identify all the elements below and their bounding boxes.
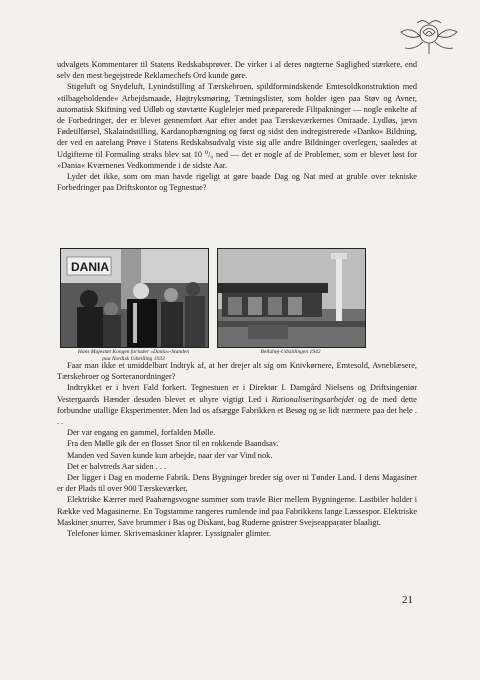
paragraph: Det er halvtreds Aar siden . . . (67, 461, 167, 471)
caption-right: Bellahøj-Udstillingen 1942 (260, 349, 321, 355)
paragraph: Faar man ikke et umiddelbart Indtryk af, at her drejer alt sig om Knivkørnere, Emtesold, Avneblæsere, Tærskebroer og Sorteranordninger? (57, 361, 417, 382)
page-number: 21 (402, 594, 413, 606)
paragraph: Lyder det ikke, som om man havde rigeligt at gøre baade Dag og Nat med at gruble over tekniske Forbedringer paa Driftskontor og Tegnestue? (57, 172, 417, 193)
caption-left-line2: paa Nordisk Udstilling 1933 (102, 356, 165, 362)
paragraph: Telefoner kimer. Skrivemaskiner klaprer. Lyssignaler glimter. (67, 529, 272, 539)
top-text-block (57, 59, 417, 193)
photo-king-at-stand (60, 248, 209, 348)
paragraph: Stigeluft og Snydeluft, Lynindstilling af Tærskebroen, spildformindskende Emtesoldkonstruktion med »tilbageholdende« Arbejdsmaade, Højtryksmøring, Tætningslister, som holder igen paa Støv og Avner, automatisk Skiftning ved Udløb og støvtætte Kuglelejer med præparerede Filtpakninger — nogle enkelte af de Forbedringer, der er blevet gennemført Aar efter andet paa Tærskeværkernes Omraade. Lydløs, jævn Fødetilførsel, Skalaindstilling, Kardanophængning og først og sidst den indregistrerede »Danko« Bildning, der ved en aarelang Prøve i Statens Redskabsudvalg viste sig alle andre Bildninger overlegen, saaledes at Udgifterne til Formaling straks blev sat 10 ⁰/₀ ned — det er nogle af de Problemer, som er blevet løst for »Dania« Kværnenes Vedkommende i de sidste Aar. (57, 82, 417, 170)
caption-left-line1: Hans Majestæt Kongen forlader »Dania«-Standen (77, 349, 190, 355)
italic-phrase: Rationaliseringsarbejdet (271, 394, 355, 404)
photo-bellahoj-exhibition (217, 248, 366, 348)
dania-sign-text: DANIA (71, 260, 109, 274)
rose-ornament-icon (393, 14, 465, 58)
paragraph: udvalgets Kommentarer til Statens Redskabsprøver. De virker i al deres nøgterne Saglighed stærkere, end selv den mest begejstrede Reklamechefs Ord kunde gøre. (57, 60, 417, 81)
photo-exhibition-illustration (218, 249, 365, 347)
photo-row (60, 248, 412, 346)
paragraph: Der var engang en gammel, forfalden Mølle. (67, 428, 216, 438)
paragraph: Manden ved Saven kunde kun arbejde, naar der var Vind nok. (67, 450, 273, 460)
paragraph: Der ligger i Dag en moderne Fabrik. Dens Bygninger breder sig over ni Tønder Land. I dens Magasiner er der Plads til over 900 Tærskeværker. (57, 473, 417, 494)
bottom-text-block (57, 360, 417, 539)
paragraph: Indtrykket er i hvert Fald forkert. Tegnestuen er i Direktør I. Damgård Nielsens og Driftsingeniør Vestergaards Hænder desuden blevet et uhyre vigtigt Led i Rationaliseringsarbejdet og de med dette forbundne utallige Eksperimenter. Men lad os afsægge Fabrikken et Besøg og se lidt nærmere paa det hele . . . (57, 383, 417, 427)
paragraph: Fra den Mølle gik der en flosset Snor til en rokkende Baandsav. (67, 439, 279, 449)
paragraph: Elektriske Kærrer med Paahængsvogne summer som travle Bier mellem Bygningerne. Lastbiler holder i Række ved Magasinerne. En Togstamme rangeres rumlende ind paa Fabrikkens lange Læssespor. Elektriske Maskiner snurrer, Save brummer i Bas og Diskant, bag Ruderne gnistrer Svejseapparater blaaligt. (57, 495, 417, 527)
photo-king-illustration (61, 249, 208, 347)
